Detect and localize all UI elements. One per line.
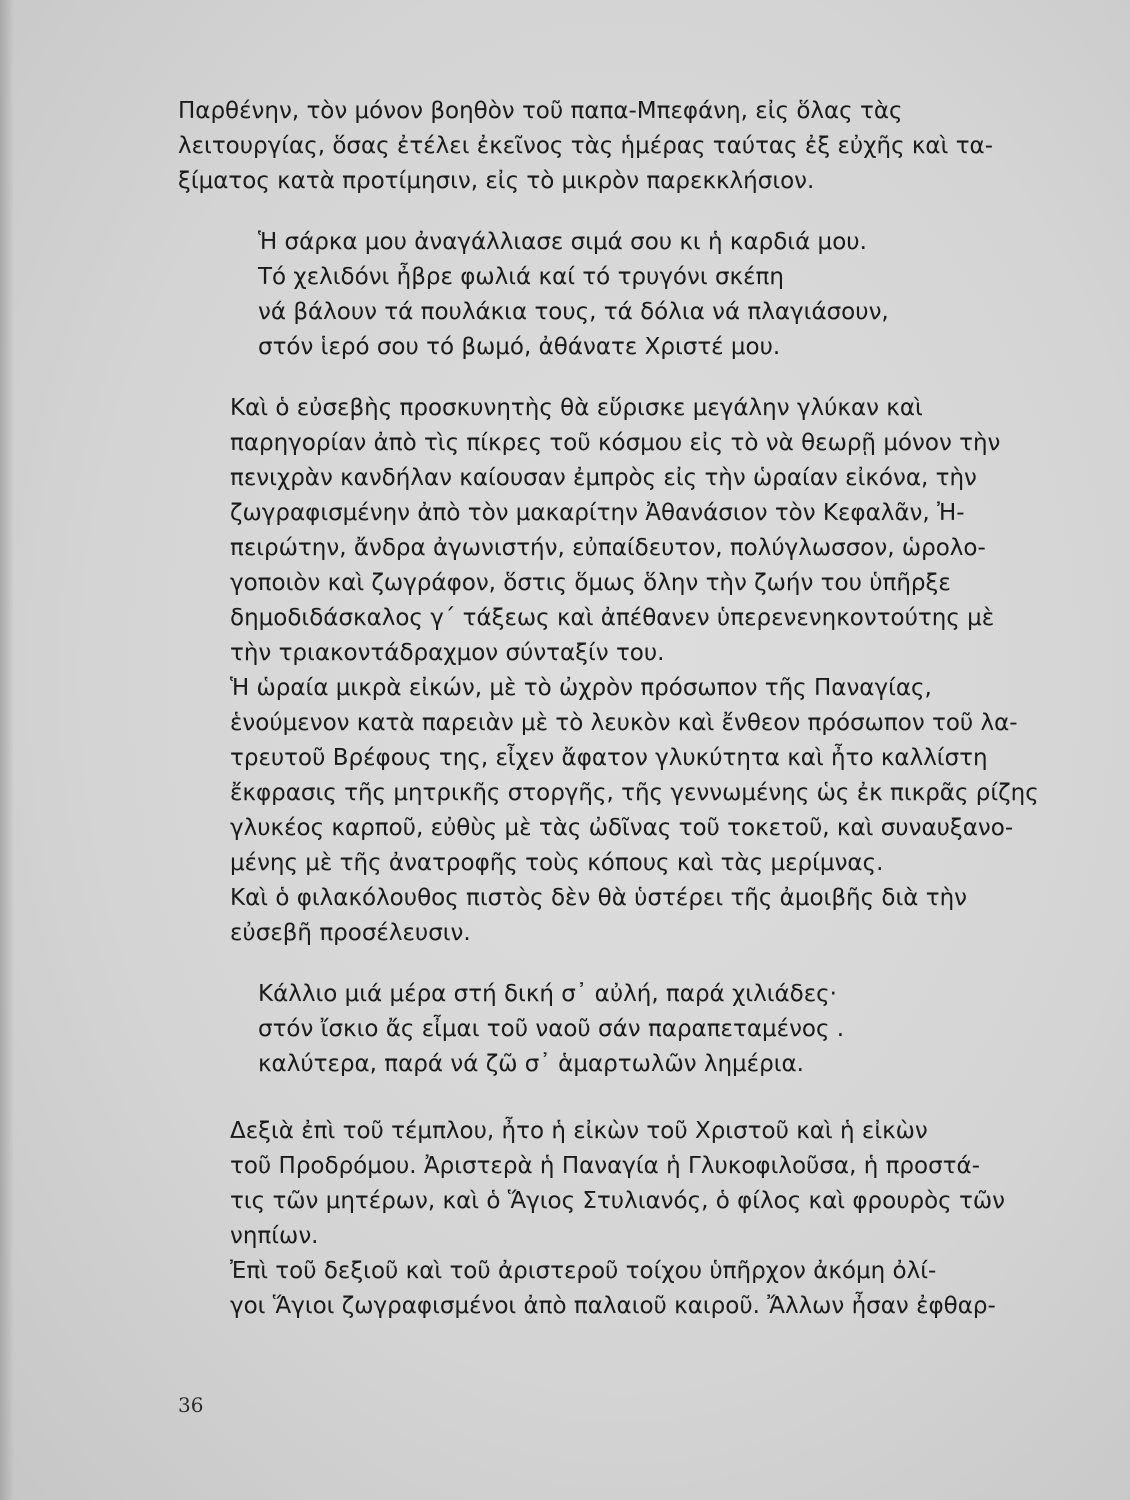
verse-line: Κάλλιο μιά μέρα στή δική σ᾽ αὐλή, παρά χιλιάδες· [258,981,837,1007]
text-line: τοῦ Προδρόμου. Ἀριστερὰ ἡ Παναγία ἡ Γλυκοφιλοῦσα, ἡ προστά- [230,1153,980,1179]
text-line: γλυκέος καρποῦ, εὐθὺς μὲ τὰς ὠδῖνας τοῦ τοκετοῦ, καὶ συναυξανο- [230,815,1014,841]
text-line: τις τῶν μητέρων, καὶ ὁ Ἅγιος Στυλιανός, ὁ φίλος καὶ φρουρὸς τῶν [230,1188,1005,1214]
text-line: παρηγορίαν ἀπὸ τὶς πίκρες τοῦ κόσμου εἰς τὸ νὰ θεωρῇ μόνον τὴν [230,430,1001,456]
text-line: πειρώτην, ἄνδρα ἀγωνιστήν, εὐπαίδευτον, πολύγλωσσον, ὡρολο- [230,535,986,561]
verse-line: στόν ἱερό σου τό βωμό, ἀθάνατε Χριστέ μου. [258,334,781,360]
text-line: ξίματος κατὰ προτίμησιν, εἰς τὸ μικρὸν παρεκκλήσιον. [178,168,815,194]
paragraph-1 [178,94,1020,199]
text-line: Ἐπὶ τοῦ δεξιοῦ καὶ τοῦ ἀριστεροῦ τοίχου ὑπῆρχον ἀκόμη ὀλί- [230,1258,937,1284]
verse-line: νά βάλουν τά πουλάκια τους, τά δόλια νά πλαγιάσουν, [258,299,889,325]
text-line: εὐσεβῆ προσέλευσιν. [230,920,471,946]
paragraph-2 [178,391,1020,671]
page-edge-shadow [0,0,14,1500]
text-line: τὴν τριακοντάδραχμον σύνταξίν του. [230,640,665,666]
text-line: ἑνούμενον κατὰ παρειὰν μὲ τὸ λευκὸν καὶ ἔνθεον πρόσωπον τοῦ λα- [230,710,1018,736]
text-line: γοποιὸν καὶ ζωγράφον, ὅστις ὅμως ὅλην τὴν ζωήν του ὑπῆρξε [230,570,951,596]
text-line: Παρθένην, τὸν μόνον βοηθὸν τοῦ παπα-Μπεφάνη, εἰς ὅλας τὰς [178,98,903,124]
paragraph-3 [178,671,1039,881]
text-line: Καὶ ὁ φιλακόλουθος πιστὸς δὲν θὰ ὑστέρει τῆς ἀμοιβῆς διὰ τὴν [230,885,967,911]
text-line: Ἡ ὡραία μικρὰ εἰκών, μὲ τὸ ὠχρὸν πρόσωπον τῆς Παναγίας, [230,675,932,701]
text-line: μένης μὲ τῆς ἀνατροφῆς τοὺς κόπους καὶ τὰς μερίμνας. [230,850,884,876]
text-line: ἔκφρασις τῆς μητρικῆς στοργῆς, τῆς γεννωμένης ὡς ἐκ πικρᾶς ρίζης [230,780,1039,806]
verse-2 [178,977,1020,1082]
verse-line: Τό χελιδόνι ἦβρε φωλιά καί τό τρυγόνι σκέπη [258,264,784,290]
page-body [178,94,1039,1324]
verse-1 [178,225,1020,365]
text-line: γοι Ἅγιοι ζωγραφισμένοι ἀπὸ παλαιοῦ καιροῦ. Ἄλλων ἦσαν ἐφθαρ- [230,1293,996,1319]
paragraph-6 [178,1254,1020,1324]
text-line: λειτουργίας, ὅσας ἐτέλει ἐκεῖνος τὰς ἡμέρας ταύτας ἐξ εὐχῆς καὶ τα- [178,133,993,159]
text-line: τρευτοῦ Βρέφους της, εἶχεν ἄφατον γλυκύτητα καὶ ἦτο καλλίστη [230,745,988,771]
paragraph-4 [178,881,1020,951]
text-line: Δεξιὰ ἐπὶ τοῦ τέμπλου, ἦτο ἡ εἰκὼν τοῦ Χριστοῦ καὶ ἡ εἰκὼν [230,1118,928,1144]
paragraph-5 [178,1114,1020,1254]
text-line: ζωγραφισμένην ἀπὸ τὸν μακαρίτην Ἀθανάσιον τὸν Κεφαλᾶν, Ἠ- [230,500,965,526]
text-line: νηπίων. [230,1223,319,1249]
text-line: δημοδιδάσκαλος γ΄ τάξεως καὶ ἀπέθανεν ὑπερενενηκοντούτης μὲ [230,605,995,631]
page-number: 36 [178,1393,204,1417]
verse-line: Ἡ σάρκα μου ἀναγάλλιασε σιμά σου κι ἡ καρδιά μου. [258,229,867,255]
text-line: Καὶ ὁ εὐσεβὴς προσκυνητὴς θὰ εὕρισκε μεγάλην γλύκαν καὶ [230,395,923,421]
text-line: πενιχρὰν κανδήλαν καίουσαν ἐμπρὸς εἰς τὴν ὡραίαν εἰκόνα, τὴν [230,465,977,491]
verse-line: στόν ἴσκιο ἄς εἶμαι τοῦ ναοῦ σάν παραπεταμένος . [258,1016,845,1042]
verse-line: καλύτερα, παρά νά ζῶ σ᾽ ἁμαρτωλῶν λημέρια. [258,1051,804,1077]
